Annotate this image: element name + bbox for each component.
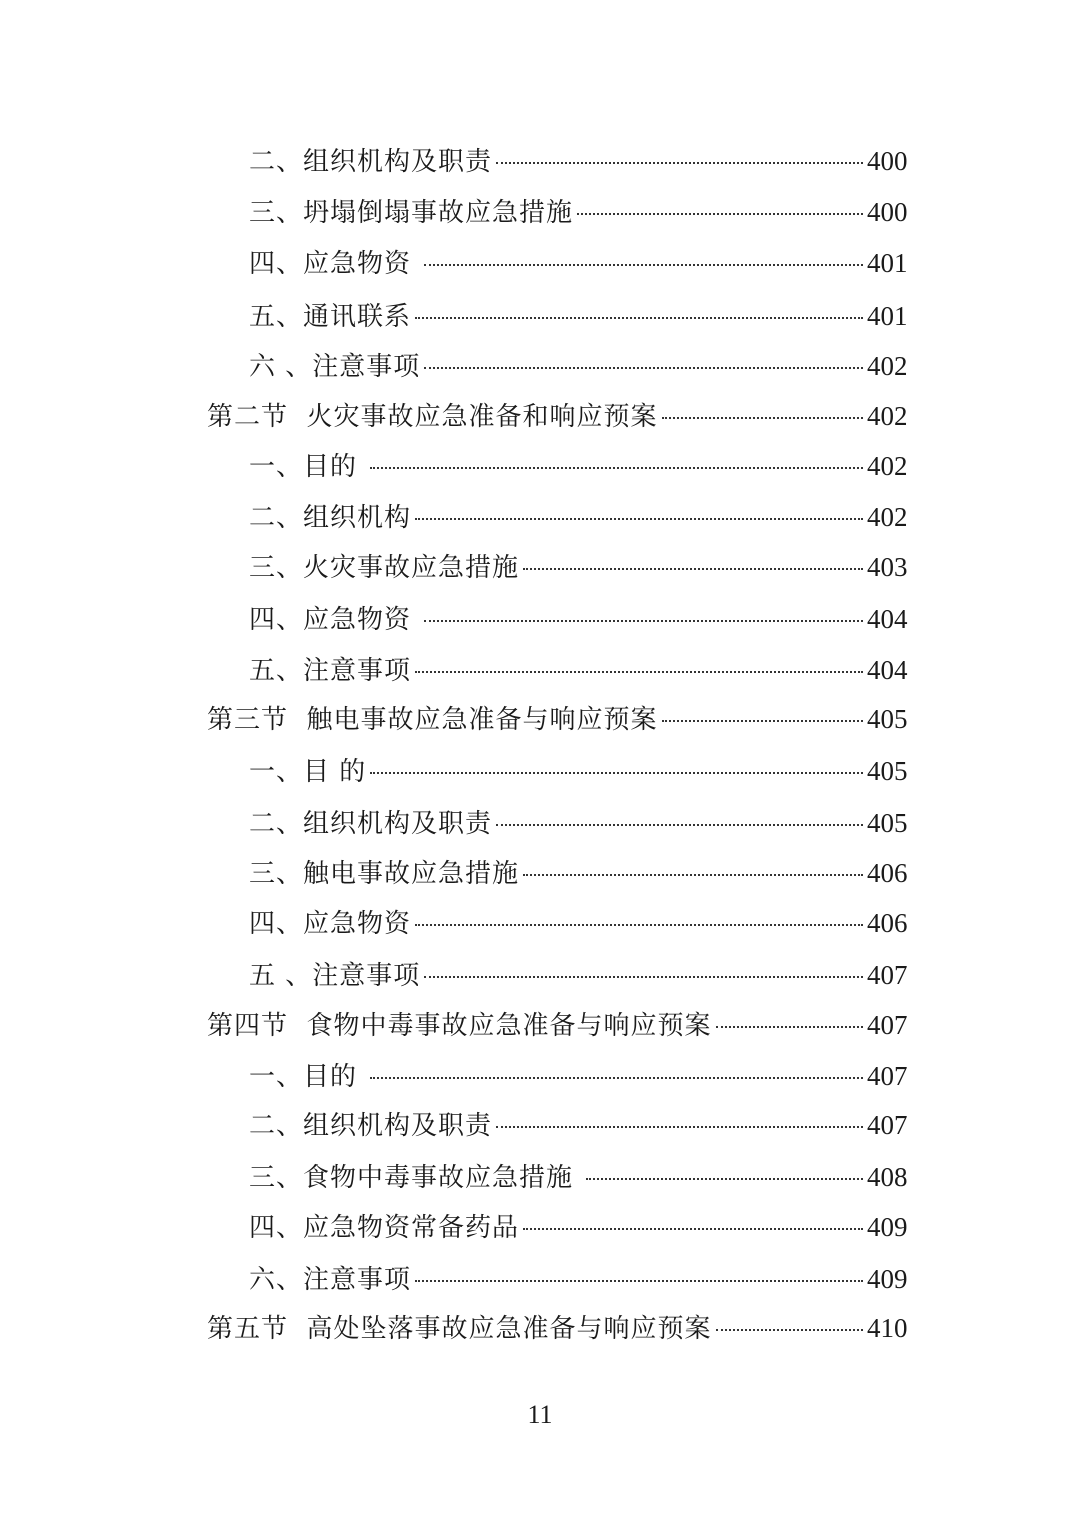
toc-subsection-entry[interactable] xyxy=(0,187,1080,237)
dot-leader xyxy=(424,976,863,978)
page-number: 11 xyxy=(527,1400,553,1429)
toc-section-entry[interactable] xyxy=(0,391,1080,441)
toc-entry-page-number: 407 xyxy=(867,1061,908,1091)
dot-leader xyxy=(523,568,863,570)
toc-subsection-entry[interactable] xyxy=(0,1100,1080,1150)
toc-entry-label: 第二节 火灾事故应急准备和响应预案 xyxy=(207,402,658,432)
dot-leader xyxy=(577,213,863,215)
toc-entry-label: 四、应急物资 xyxy=(249,605,421,635)
dot-leader xyxy=(424,264,863,266)
dot-leader xyxy=(415,518,863,520)
toc-subsection-entry[interactable] xyxy=(0,594,1080,644)
toc-entry-label: 四、应急物资 xyxy=(249,249,421,279)
toc-subsection-entry[interactable] xyxy=(0,798,1080,848)
dot-leader xyxy=(523,874,863,876)
toc-section-entry[interactable] xyxy=(0,1303,1080,1353)
dot-leader xyxy=(370,772,863,774)
toc-entry-page-number: 400 xyxy=(867,197,908,227)
toc-entry-page-number: 407 xyxy=(867,1010,908,1040)
toc-entry-page-number: 400 xyxy=(867,146,908,176)
toc-entry-label: 五、注意事项 xyxy=(249,656,412,686)
toc-entry-label: 第五节 高处坠落事故应急准备与响应预案 xyxy=(207,1314,712,1344)
toc-subsection-entry[interactable] xyxy=(0,1254,1080,1304)
toc-entry-page-number: 403 xyxy=(867,552,908,582)
toc-subsection-entry[interactable] xyxy=(0,645,1080,695)
toc-entry-page-number: 404 xyxy=(867,604,908,634)
toc-entry-page-number: 402 xyxy=(867,451,908,481)
toc-entry-page-number: 404 xyxy=(867,655,908,685)
toc-subsection-entry[interactable] xyxy=(0,441,1080,491)
toc-subsection-entry[interactable] xyxy=(0,291,1080,341)
toc-entry-label: 六、注意事项 xyxy=(249,1265,412,1295)
dot-leader xyxy=(415,671,863,673)
toc-subsection-entry[interactable] xyxy=(0,238,1080,288)
toc-entry-label: 三、食物中毒事故应急措施 xyxy=(249,1163,583,1193)
dot-leader xyxy=(662,720,863,722)
toc-entry-page-number: 406 xyxy=(867,858,908,888)
dot-leader xyxy=(523,1228,863,1230)
toc-entry-label: 第四节 食物中毒事故应急准备与响应预案 xyxy=(207,1011,712,1041)
toc-subsection-entry[interactable] xyxy=(0,746,1080,796)
toc-entry-page-number: 406 xyxy=(867,908,908,938)
toc-entry-page-number: 401 xyxy=(867,248,908,278)
toc-entry-label: 第三节 触电事故应急准备与响应预案 xyxy=(207,705,658,735)
toc-subsection-entry[interactable] xyxy=(0,492,1080,542)
toc-subsection-entry[interactable] xyxy=(0,1152,1080,1202)
toc-entry-label: 一、目的 xyxy=(249,1062,367,1092)
toc-entry-page-number: 408 xyxy=(867,1162,908,1192)
dot-leader xyxy=(424,620,863,622)
dot-leader xyxy=(370,467,863,469)
toc-entry-label: 四、应急物资常备药品 xyxy=(249,1213,520,1243)
dot-leader xyxy=(496,1126,863,1128)
toc-subsection-entry[interactable] xyxy=(0,848,1080,898)
toc-subsection-entry[interactable] xyxy=(0,136,1080,186)
toc-entry-page-number: 402 xyxy=(867,502,908,532)
toc-subsection-entry[interactable] xyxy=(0,950,1080,1000)
dot-leader xyxy=(415,924,863,926)
toc-entry-page-number: 407 xyxy=(867,1110,908,1140)
toc-entry-page-number: 401 xyxy=(867,301,908,331)
toc-entry-label: 四、应急物资 xyxy=(249,909,412,939)
toc-subsection-entry[interactable] xyxy=(0,341,1080,391)
dot-leader xyxy=(716,1026,863,1028)
toc-entry-label: 二、组织机构及职责 xyxy=(249,809,493,839)
toc-entry-label: 二、组织机构及职责 xyxy=(249,147,493,177)
toc-subsection-entry[interactable] xyxy=(0,542,1080,592)
toc-entry-page-number: 402 xyxy=(867,401,908,431)
dot-leader xyxy=(415,1280,863,1282)
toc-entry-page-number: 405 xyxy=(867,756,908,786)
toc-entry-label: 五、通讯联系 xyxy=(249,302,412,332)
dot-leader xyxy=(496,162,863,164)
toc-entry-page-number: 405 xyxy=(867,704,908,734)
toc-entry-label: 五 、注意事项 xyxy=(249,961,421,991)
dot-leader xyxy=(370,1077,863,1079)
dot-leader xyxy=(586,1178,863,1180)
dot-leader xyxy=(662,417,863,419)
toc-entry-page-number: 409 xyxy=(867,1264,908,1294)
toc-entry-page-number: 409 xyxy=(867,1212,908,1242)
toc-entry-label: 三、火灾事故应急措施 xyxy=(249,553,520,583)
toc-entry-label: 六 、注意事项 xyxy=(249,352,421,382)
toc-entry-label: 一、目的 xyxy=(249,452,367,482)
toc-entry-page-number: 410 xyxy=(867,1313,908,1343)
dot-leader xyxy=(424,367,863,369)
toc-entry-label: 二、组织机构 xyxy=(249,503,412,533)
toc-subsection-entry[interactable] xyxy=(0,1202,1080,1252)
toc-section-entry[interactable] xyxy=(0,1000,1080,1050)
toc-subsection-entry[interactable] xyxy=(0,1051,1080,1101)
toc-entry-page-number: 405 xyxy=(867,808,908,838)
dot-leader xyxy=(716,1329,863,1331)
dot-leader xyxy=(415,317,863,319)
toc-entry-label: 三、触电事故应急措施 xyxy=(249,859,520,889)
toc-section-entry[interactable] xyxy=(0,694,1080,744)
toc-entry-label: 三、坍塌倒塌事故应急措施 xyxy=(249,198,574,228)
toc-entry-page-number: 402 xyxy=(867,351,908,381)
toc-entry-label: 一、目 的 xyxy=(249,757,367,787)
toc-entry-label: 二、组织机构及职责 xyxy=(249,1111,493,1141)
toc-subsection-entry[interactable] xyxy=(0,898,1080,948)
dot-leader xyxy=(496,824,863,826)
toc-entry-page-number: 407 xyxy=(867,960,908,990)
